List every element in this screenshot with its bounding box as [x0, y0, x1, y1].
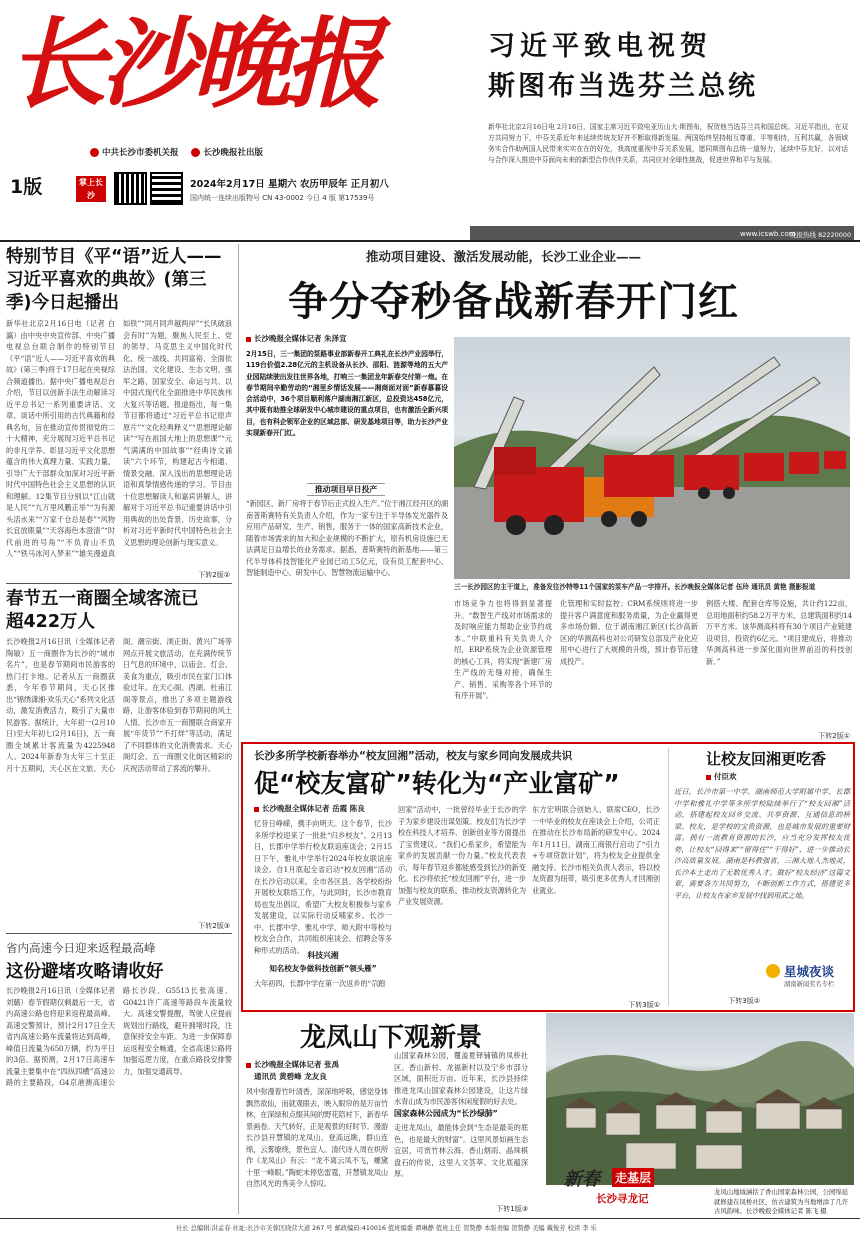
qr-code-2	[150, 172, 183, 205]
alumni-subhead: 科技兴湘	[307, 951, 339, 960]
longfeng-byline-marker-icon	[246, 1063, 251, 1068]
left3-body: 长沙晚报2月16日讯（全媒体记者 刘璐）春节假期仅剩最后一天，省内高速公路也将迎来返程最高峰。高速交警预计，预计2月17日全天省内高速公路车流量将达到高峰，峰值日流量为650万辆，约为平日的3倍。据预测，2月17日高速车流量主要集中在“四纵四横”高速公路的主要路段，G4京港澳高速公路长沙段、G5513长张高速、G0421许广高速等路段车流量较大。高速交警提醒，驾驶人应提前规划出行路线，避开拥堵时段，注意保持安全车距。为进一步保障春运返程安全畅通，全省高速公路将加强巡逻力度，在重点路段安排警力，加强交通疏导。	[6, 986, 232, 1087]
newspaper-logo: 长沙晚报	[8, 7, 377, 122]
village-illustration	[546, 1013, 854, 1185]
alumni-title: 促“校友富矿”转化为“产业富矿”	[254, 769, 620, 798]
byline-marker-icon	[246, 337, 251, 342]
column-author-marker-icon	[706, 775, 711, 780]
longfeng-cont: 下转1版③	[496, 1205, 528, 1213]
alumni-byline-marker-icon	[254, 807, 259, 812]
top-story-title-1: 习近平致电祝贺	[488, 31, 712, 62]
left2-cont: 下转2版③	[198, 922, 230, 930]
alumni-body-1b: 大年初四，长郡中学在第一次返乡的“尕跑	[254, 979, 386, 988]
alumni-body-3: 东方宏明联合创始人、联席CEO，长沙一中毕业的校友在座谈会上介绍，公司正在推动在长沙布局新的研发中心。2024年1月11日，湖南工商银行启动了“引力+专项贷款计划”，将为校友企业提供金融支持。长沙市相关负责人表示，将以校友资源为纽带，吸引更多优秀人才回湘创业就业。	[532, 805, 660, 895]
zhangshang-badge: 掌上长沙	[76, 176, 106, 202]
org-line2: 长沙晚报社出版	[203, 148, 263, 158]
alumni-kicker: 长沙多所学校新春举办“校友回湘”活动，校友与家乡同向发展成共识	[254, 750, 573, 762]
alumni-subhead-2: 知名校友争做科技创新“领头雁”	[269, 964, 377, 973]
left3-kicker: 省内高速今日迎来返程最高峰	[6, 941, 156, 955]
org-line: 中共长沙市委机关报	[102, 148, 179, 158]
column-title: 让校友回湘更吃香	[706, 750, 827, 768]
alumni-cont: 下转3版①	[628, 1001, 660, 1009]
longfeng-photo	[546, 1013, 854, 1185]
main-body-2: 市场竞争力也将得到显著提升。“数智生产线对市场需求的及时响应能力帮助企业节约成本。”中联重科有关负责人介绍，ERP系统为企业资源管理的核心工具，将实现“新建厂房生产线的无缝对接，确保生产、销售、采购等各个环节的有序开展”。	[454, 599, 552, 700]
xinchun-stamp: 新春 走基层 长沙寻龙记	[560, 1165, 710, 1215]
edition-label: 1版	[10, 176, 43, 198]
top-story-body: 新华社北京2月16日电 2月16日，国家主席习近平致电亚历山大·斯图布，祝贺他当选芬兰共和国总统。习近平指出，在双方共同努力下，中芬关系近年来延续传统友好并不断取得新发展。两国始终坚持相互尊重、平等相待，互利共赢，各领域务实合作助两国人民带来实实在在的好处，我高度重视中芬关系发展，愿同斯图布总统一道努力，延续中芬友好，以对话与合作深入推进中芬面向未来的新型合作伙伴关系，共同应对全球性挑战，促进世界和平与发展。	[488, 123, 848, 164]
main-title: 争分夺秒备战新春开门红	[288, 279, 739, 325]
main-subhead-1: 推动项目早日投产	[246, 483, 446, 496]
hotline: 晚报热线 82220000	[790, 231, 852, 239]
alumni-body-2: 回家”活动中，一批曾经毕业于长沙的学子为家乡建设出谋划策。校友们为长沙学校在科技人才培养、创新创业等方面提出了宝贵建议。“我们心系家乡，希望能为家乡的发展贡献一份力量。”校友代表表示，每年春节返乡都能感受到长沙的新变化。长沙将依托“校友回湘”平台，进一步加强与校友的联系，推动校友资源转化为产业发展资源。	[398, 805, 526, 906]
longfeng-body-3: 走进龙凤山，最能体会到“生态是最美的底色，也是最大的财富”。这里风景如画生态宜居，可赏竹林云海、香山烟雨、晶珠棋盘石的传说，这里人文荟萃、文化底蕴深厚。	[394, 1123, 528, 1178]
site-url[interactable]: www.icswb.com	[740, 230, 796, 238]
top-story-title-2: 斯图布当选芬兰总统	[488, 71, 758, 102]
main-kicker: 推动项目建设、激活发展动能，长沙工业企业——	[366, 249, 642, 264]
longfeng-subhead: 国家森林公园成为“长沙绿肺”	[394, 1109, 498, 1118]
issue-line-1: 2024年2月17日 星期六 农历甲辰年 正月初八	[190, 179, 389, 190]
longfeng-title: 龙凤山下观新景	[300, 1023, 483, 1053]
alumni-body-1: 忆昔日峥嵘，携手向明天。这个春节，长沙多所学校迎来了一批批“归乡校友”。2月13日，长郡中学举行校友联谊座谈会；2月15日下午，雅礼中学举行2024年校友联谊座谈会。自1月底起全省启动“校友回湘”活动在长沙启动以来，全市各区县、各学校纷纷开展校友联络工作，与此同时，长沙市教育局也发出倡议，希望广大校友积极参与家乡发展建设，以实际行动反哺家乡。长沙一中、长郡中学、雅礼中学、师大附中等校与校友会合作，共同组织座谈会、招聘会等多种形式的活动。	[254, 819, 392, 955]
column-brand: 星城夜谈 湖南新闻奖名专栏	[766, 962, 850, 992]
issue-line-2: 国内统一连续出版物号 CN 43-0002 今日 4 版 第17539号	[190, 194, 375, 202]
main-body-3: 化管理和实时监控；CRM系统则将进一步提升客户满意度和服务质量，为企业赢得更多市场份额。位于湖南湘江新区(长沙高新区)的华测高科也对公司研发总部及产业化应用中心进行了大规模的升级，预计春节后建成投产。	[560, 599, 698, 666]
main-cont: 下转2版①	[818, 732, 850, 740]
moon-icon	[766, 964, 780, 978]
left1-cont: 下转2版②	[198, 571, 230, 579]
left1-body: 新华社北京2月16日电（记者 白瀛）由中央中央宣传部、中央广播电视总台联合制作的特别节目《平“语”近人——习近平喜欢的典故》(第三季)将于17日起在央视综合频道播出。据中央广播电视总台介绍，节目以创新手法生动解读习近平总书记一系列重要讲话、文章、谈话中所引用的古代典籍和经典名句，旨在推动宣传贯彻党的二十大精神，充分展现习近平总书记的非凡学养、彰显习近平文化思想蕴含的伟大真理力量、实践力量，引导广大干部群众加深对习近平新时代中国特色社会主义思想的认识和理解。12集节目分别以“江山就是人民”“九万里风鹏正举”“为有源头活水来”“万家千仓总是春”“风物长宜放眼量”“天容海色本澄清”“时代前进的号角”“不负青山不负人”“铁马冰河入梦来”“雄关漫道真如铁”“同月同声越两岸”“长风破浪会有时”为题，聚焦人民至上、党的领导、马克思主义中国化时代化、统一战线、共同富裕、全面依法治国、文化建设、生态文明、强军之路、国家安全、命运与共、以中国式现代化全面推进中华民族伟大复兴等话题。报道指出，每一集节目都将通过“习近平总书记原声原片”“文化经典释义”“思想理论解读”“写在祖国大地上的思想课”“元气满满的中国故事”“经典诗文诵读”六个环节，构建起古今相通、情景交融、深入浅出的思想理论话语和真挚情感传递的学习。节目由十位思想解读人和嘉宾讲解人，讲解对于习近平总书记重要讲话中引用典故的出处背景、历史故事，分析对习近平新时代中国特色社会主义思想的理论创新与现实意义。	[6, 319, 232, 558]
qr-code-1	[114, 172, 147, 205]
main-photo-caption: 三一长沙园区的主干道上，准备发往沙特等11个国家的泵车产品一字排开。长沙晚报全媒体记者 伍玲 通讯员 黄艳 摄影报道	[454, 583, 816, 591]
longfeng-byline-2: 通讯员 黄碧峰 龙友良	[254, 1072, 327, 1081]
column-cont: 下转3版②	[728, 997, 760, 1005]
main-body-4: 例搭大楼、配套仓库等设施，共计约122亩，总用地面积约58.2万平方米，总建筑面积约14万平方米。该华测高科将有30个项目产业链建设项目，投资约6亿元。“项目建成后，将推动华测高科进一步深化面向世界前沿的科技创新。”	[706, 599, 852, 666]
longfeng-byline-1: 长沙晚报全媒体记者 张禹	[246, 1059, 386, 1071]
main-byline: 长沙晚报全媒体记者 朱泽宣	[246, 333, 446, 345]
alumni-byline: 长沙晚报全媒体记者 岳霞 陈良	[254, 803, 404, 815]
main-body-1: “新园区、新厂房将于春节后正式投入生产。”位于湘江经开区的湖南普斯赛特有关负责人介绍，作为一家专注于半导体发光器件及应用产品研发、生产、销售，服务于一体的国家高新技术企业，随着市场需求的加大和企业规模的不断扩大，原有机房设施已无法满足日益增长的业务需求。据悉，普斯赛特的新基地——第三代半导体科技智能化产业园已动工5亿元，设有员工配套中心、智能制造中心、研发中心、智慧物流运输中心。	[246, 499, 449, 577]
main-lead: 2月15日，三一集团的泵路事业部新春开工典礼在长沙产业园举行，119台价值2.28亿元的主机设备从长沙、邵阳、涟源等地的五大产业园陆续驶出发往世界各地，打响三一集团龙年新春交付第一炮。在春节期间辛勤劳动的“湘里乡情话发展——湘商面对面”新春慕暮设会活动中，36个项目顺利落户湖南湘江新区，总投资达458亿元，其中既有助推全球研发中心城市建设的重点项目，也有激活全新兴项目，也有科企领军企业的区域总部、研发基地项目等，助力长沙产业实现新春开门红。	[246, 350, 448, 438]
emblem-icon	[191, 148, 200, 157]
longfeng-body-1: 风中弥漫着竹叶清香，深深地呼吸，感觉身体飘然欲仙，而就观眼去，映入眼帘的是万亩竹林，在深绿和点缀其间的野花陪衬下，新春华景画卷。天气转好，正是观景的好时节。漫游长沙县开慧镇的龙凤山，登高远眺，群山连绵，云雾缭绕，景色宜人。清代诗人周在炽所作《龙凤山》有云：“龙不离云凤不飞，螺黛十里一峰眼。”陶蛇未停您雷霆，开慧镇龙凤山自然风光的秀美令人惊叹。	[246, 1087, 388, 1188]
longfeng-photo-caption: 龙凤山地域涵括了香山国家森林公园，公园绵延就修建在凤桥社区，仿古建筑为当地增添了几许古风韵味。长沙晚报全媒体记者 陈飞 摄	[714, 1188, 849, 1215]
trucks-illustration	[454, 337, 850, 579]
party-emblem-icon	[90, 148, 99, 157]
left2-title: 春节五一商圈全域客流已超422万人	[6, 589, 199, 632]
longfeng-body-2: 山国家森林公园，覆盖夏铎铺镇的凤桥社区、香山新村、龙福新村以及宁乡市部分区域，面积近万亩。近年来，长沙县持续推进龙凤山国家森林公园建设，让这片绿水青山成为市民游客休闲度假的好去处。	[394, 1051, 528, 1106]
left2-body: 长沙晚报2月16日讯（全媒体记者 陶敏）五一商圈作为长沙的“城市名片”，也是春节期间市民游客的热门打卡地。记者从五一商圈获悉，今年春节期间，天心区推出“锦绣潇湘·欢乐天心”系列文化活动，激发消费活力，吸引了大量市民游客。据统计，大年初一(2月10日)至大年初七(2月16日)，五一商圈全域累计客流量为4225948人。2024年新春为大年三十至正月十五期间，天心区在文旅、天心阁、潮宗街、浏正街、黄兴广场等网点开展文旅活动，在充满传统节日气息的环境中，以庙会、灯会、美食为重点，吸引市民在家门口体验过年。在天心阁、西湖、杜甫江阁等景点，推出了多项主题游线路，让游客体验到春节期间的风土人情。长沙市五一商圈联合商家开展“年货节”“不打烊”等活动，满足了不同群体的文化消费需求。天心阁灯会、五一商圈文化街区精彩的庆祝活动带动了客流的攀升。	[6, 637, 232, 773]
pump-truck-photo	[454, 337, 850, 579]
column-body: 近日，长沙市第一中学、湖南师范大学附属中学、长郡中学和雅礼中学等多所学校陆续举行了“校友回湘”活动，搭建起校友回乡交流、共享资源、互通信息的桥梁。校友，是学校的宝贵资源，也是城市发展的重要财富。拥有一流教育资源的长沙，应当充分发挥校友优势，让校友“回得来”“留得住”“干得好”，进一步推动长沙高质量发展。湖南是科教强省，三湘大地人杰地灵，长沙本土走出了无数优秀人才。做好“校友经济”这篇文章，需要各方共同努力，不断创新工作方式，搭建更多平台，让校友在家乡发展中找到用武之地。	[674, 787, 850, 900]
left3-title: 这份避堵攻略请收好	[6, 962, 164, 982]
left1-title: 特别节目《平“语”近人——习近平喜欢的典故》(第三季)今日起播出	[6, 247, 222, 313]
column-author: 付臣欢	[706, 771, 806, 783]
footer-info: 社长 总编辑:洪孟春 社址:长沙市芙蓉区晓营大道 267 号 邮政编码:410016 值班编委 谭琳静 值班主任 贺赞静 本版责编 贺赞静 美编 戴俊芳 校读 李 乐	[176, 1225, 597, 1232]
